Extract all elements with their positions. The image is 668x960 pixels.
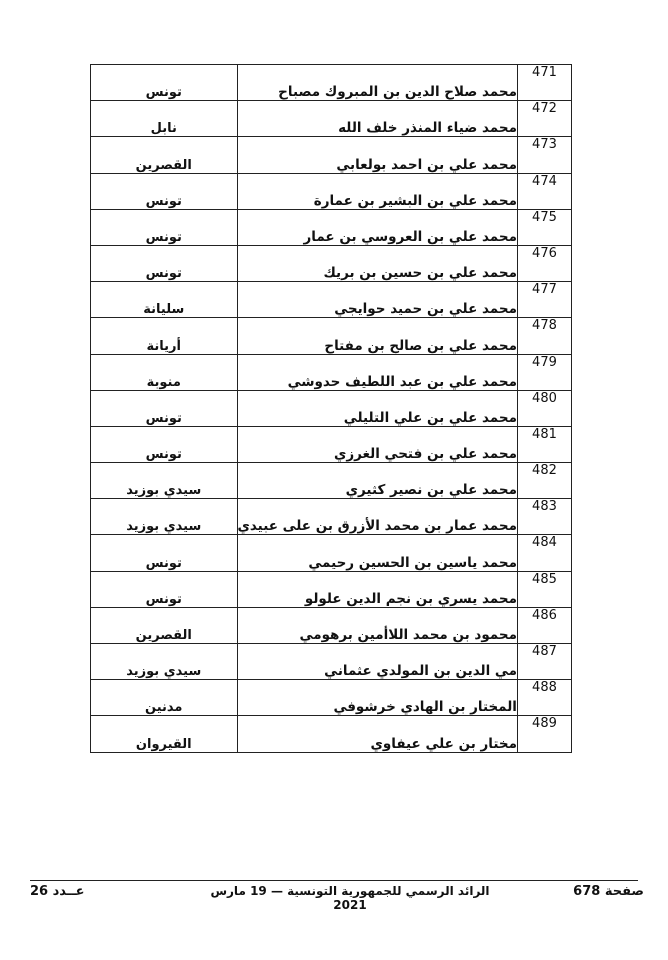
city-cell: تونس <box>91 535 238 571</box>
table-row <box>91 245 572 281</box>
table-row <box>91 173 572 209</box>
name-cell: محمد عمار بن محمد الأزرق بن على عبيدي <box>237 499 517 535</box>
name-cell: محمد علي بن عبد اللطيف حدوشي <box>237 354 517 390</box>
footer-publication-title: الرائد الرسمي للجمهورية التونسية — 19 مارس 2021 <box>210 884 490 912</box>
name-cell: محمد علي بن حسين بن بريك <box>237 245 517 281</box>
name-cell: محمد ياسين بن الحسين رحيمي <box>237 535 517 571</box>
number-cell: 482 <box>517 463 571 499</box>
table-row <box>91 499 572 535</box>
footer-page-number: صفحة 678 <box>573 884 644 899</box>
table-row <box>91 137 572 173</box>
city-cell: تونس <box>91 65 238 101</box>
name-cell: محمود بن محمد اللاأمين برهومي <box>237 607 517 643</box>
number-cell: 481 <box>517 426 571 462</box>
city-cell: تونس <box>91 209 238 245</box>
city-cell: تونس <box>91 390 238 426</box>
table-row <box>91 65 572 101</box>
number-cell: 476 <box>517 245 571 281</box>
name-cell: محمد علي بن حميد حوايجي <box>237 282 517 318</box>
table-row <box>91 535 572 571</box>
number-cell: 488 <box>517 680 571 716</box>
footer-issue-number: عــدد 26 <box>30 884 85 899</box>
table-row <box>91 644 572 680</box>
name-cell: محمد علي بن احمد بولعابي <box>237 137 517 173</box>
number-cell: 485 <box>517 571 571 607</box>
number-cell: 486 <box>517 607 571 643</box>
roster-body <box>91 65 572 753</box>
city-cell: تونس <box>91 245 238 281</box>
name-cell: محمد علي بن نصير كثيري <box>237 463 517 499</box>
table-row <box>91 680 572 716</box>
table-row <box>91 716 572 752</box>
table-row <box>91 209 572 245</box>
name-cell: محمد علي بن صالح بن مفتاح <box>237 318 517 354</box>
city-cell: تونس <box>91 173 238 209</box>
footer-divider <box>30 880 638 881</box>
city-cell: سيدي بوزيد <box>91 499 238 535</box>
number-cell: 478 <box>517 318 571 354</box>
number-cell: 477 <box>517 282 571 318</box>
table-row <box>91 282 572 318</box>
number-cell: 479 <box>517 354 571 390</box>
table-row <box>91 390 572 426</box>
number-cell: 487 <box>517 644 571 680</box>
city-cell: تونس <box>91 426 238 462</box>
name-cell: محمد علي بن علي التليلي <box>237 390 517 426</box>
name-cell: مي الدين بن المولدي عثماني <box>237 644 517 680</box>
city-cell: مدنين <box>91 680 238 716</box>
table-row <box>91 463 572 499</box>
number-cell: 484 <box>517 535 571 571</box>
city-cell: القصرين <box>91 137 238 173</box>
city-cell: منوبة <box>91 354 238 390</box>
number-cell: 489 <box>517 716 571 752</box>
name-cell: محمد علي بن فتحي الغرزي <box>237 426 517 462</box>
city-cell: سيدي بوزيد <box>91 644 238 680</box>
number-cell: 471 <box>517 65 571 101</box>
city-cell: القيروان <box>91 716 238 752</box>
number-cell: 473 <box>517 137 571 173</box>
table-row <box>91 571 572 607</box>
table-row <box>91 426 572 462</box>
city-cell: أريانة <box>91 318 238 354</box>
city-cell: سيدي بوزيد <box>91 463 238 499</box>
city-cell: سليانة <box>91 282 238 318</box>
name-cell: محمد علي بن العروسي بن عمار <box>237 209 517 245</box>
table-row <box>91 354 572 390</box>
table-row <box>91 607 572 643</box>
city-cell: تونس <box>91 571 238 607</box>
table-row <box>91 318 572 354</box>
name-cell: محمد علي بن البشير بن عمارة <box>237 173 517 209</box>
name-cell: مختار بن علي عيفاوي <box>237 716 517 752</box>
number-cell: 474 <box>517 173 571 209</box>
city-cell: نابل <box>91 101 238 137</box>
number-cell: 480 <box>517 390 571 426</box>
name-cell: المختار بن الهادي خرشوفي <box>237 680 517 716</box>
number-cell: 475 <box>517 209 571 245</box>
name-cell: محمد صلاح الدين بن المبروك مصباح <box>237 65 517 101</box>
table-row <box>91 101 572 137</box>
name-cell: محمد ضياء المنذر خلف الله <box>237 101 517 137</box>
name-cell: محمد يسري بن نجم الدين علولو <box>237 571 517 607</box>
roster-table <box>90 64 572 753</box>
city-cell: القصرين <box>91 607 238 643</box>
number-cell: 483 <box>517 499 571 535</box>
number-cell: 472 <box>517 101 571 137</box>
